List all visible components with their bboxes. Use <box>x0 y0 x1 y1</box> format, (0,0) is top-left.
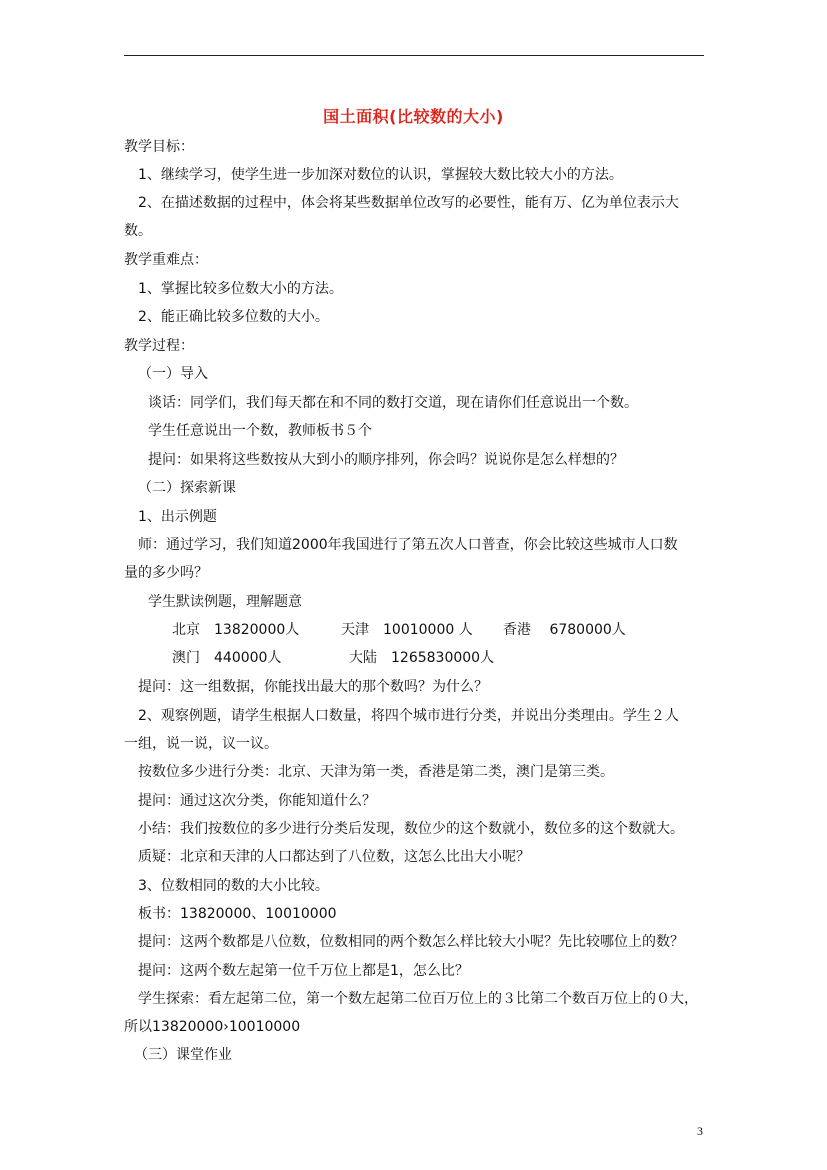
text-line: 提问：这一组数据，你能找出最大的那个数吗？为什么？ <box>138 679 488 695</box>
text-line: 一组，说一说，议一议。 <box>124 736 278 752</box>
text-line: 2、观察例题，请学生根据人口数量，将四个城市进行分类，并说出分类理由。学生２人 <box>138 708 679 724</box>
text-line: 教学目标： <box>124 139 194 155</box>
text-line: 2、在描述数据的过程中，体会将某些数据单位改写的必要性，能有万、亿为单位表示大 <box>138 195 679 211</box>
text-line: 1、掌握比较多位数大小的方法。 <box>138 281 343 297</box>
text-line: 2、能正确比较多位数的大小。 <box>138 309 329 325</box>
text-line: 提问：通过这次分类，你能知道什么？ <box>138 793 376 809</box>
text-line: 质疑：北京和天津的人口都达到了八位数，这怎么比出大小呢？ <box>138 849 530 865</box>
text-line: 提问：如果将这些数按从大到小的顺序排列，你会吗？说说你是怎么样想的？ <box>148 452 624 468</box>
text-line: （一）导入 <box>138 366 208 382</box>
page-number: 3 <box>697 1124 703 1138</box>
text-line: 学生探索：看左起第二位，第一个数左起第二位百万位上的３比第二个数百万位上的０大， <box>138 991 698 1007</box>
text-line: （二）探索新课 <box>138 480 236 496</box>
population-entry: 天津 10010000 人 <box>341 622 473 638</box>
text-line: 量的多少吗？ <box>124 565 208 581</box>
text-line: 3、位数相同的数的大小比较。 <box>138 878 329 894</box>
population-entry: 香港 6780000人 <box>503 622 626 638</box>
text-line: （三）课堂作业 <box>134 1047 232 1063</box>
text-line: 按数位多少进行分类：北京、天津为第一类，香港是第二类，澳门是第三类。 <box>138 764 614 780</box>
text-line: 提问：这两个数都是八位数，位数相同的两个数怎么样比较大小呢？先比较哪位上的数？ <box>138 934 684 950</box>
text-line: 教学重难点： <box>124 252 208 268</box>
text-line: 板书：13820000、10010000 <box>138 906 337 922</box>
text-line: 师：通过学习，我们知道2000年我国进行了第五次人口普查，你会比较这些城市人口数 <box>138 537 678 553</box>
text-line: 小结：我们按数位的多少进行分类后发现，数位少的这个数就小，数位多的这个数就大。 <box>138 821 684 837</box>
text-line: 提问：这两个数左起第一位千万位上都是1，怎么比？ <box>138 963 469 979</box>
document-title: 国土面积(比较数的大小) <box>323 107 504 126</box>
text-line: 学生任意说出一个数，教师板书５个 <box>148 423 372 439</box>
population-entry: 澳门 440000人 <box>172 650 282 666</box>
text-line: 所以13820000›10010000 <box>124 1019 301 1035</box>
population-entry: 北京 13820000人 <box>172 622 300 638</box>
text-line: 1、继续学习，使学生进一步加深对数位的认识，掌握较大数比较大小的方法。 <box>138 167 623 183</box>
header-rule <box>124 55 704 56</box>
text-line: 教学过程： <box>124 338 194 354</box>
text-line: 数。 <box>124 223 152 239</box>
text-line: 谈话：同学们，我们每天都在和不同的数打交道，现在请你们任意说出一个数。 <box>148 395 638 411</box>
population-entry: 大陆 1265830000人 <box>349 650 495 666</box>
text-line: 学生默读例题，理解题意 <box>148 594 302 610</box>
text-line: 1、出示例题 <box>138 509 217 525</box>
